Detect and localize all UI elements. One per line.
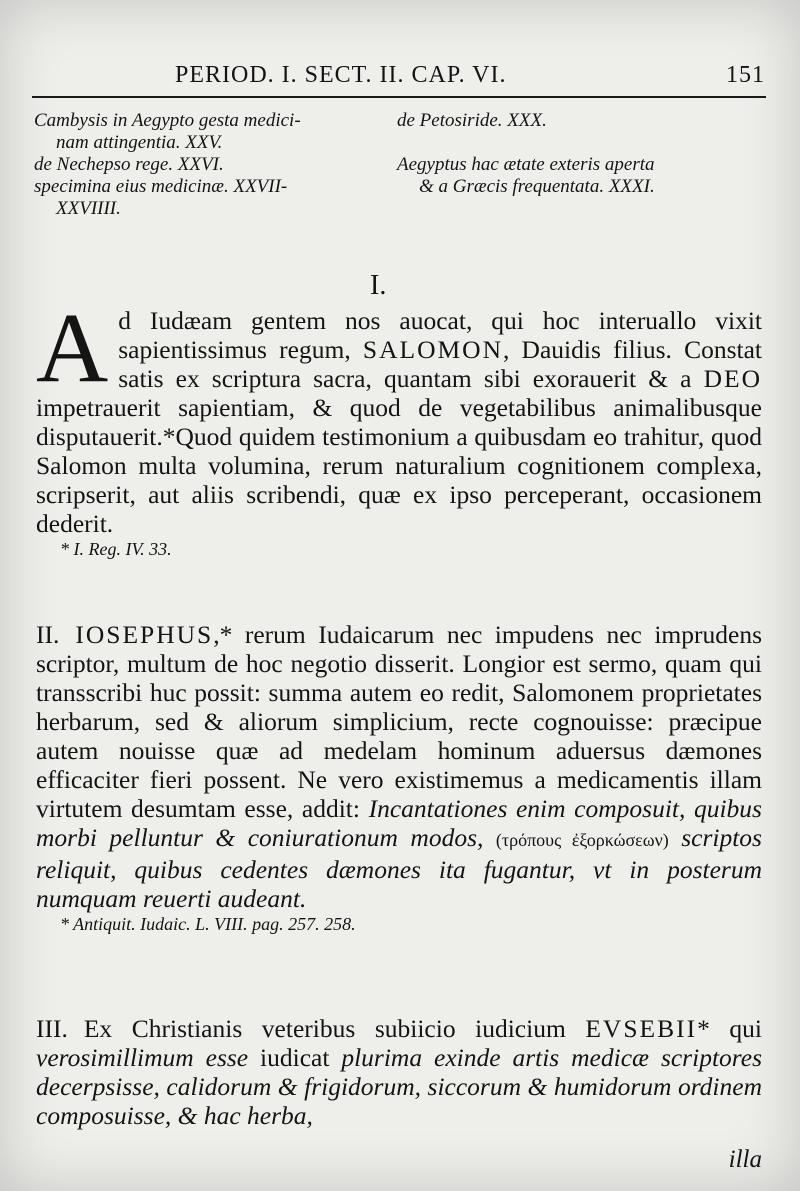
summary-item: & a Græcis frequentata. XXXI. xyxy=(419,176,655,197)
paragraph-1 xyxy=(36,292,762,560)
footnote: * I. Reg. IV. 33. xyxy=(60,539,172,559)
paragraph-text: Ex Christianis veteribus subiicio iudicium xyxy=(83,1014,586,1043)
running-title: PERIOD. I. SECT. II. CAP. VI. xyxy=(175,62,507,88)
drop-cap: A xyxy=(36,292,109,403)
paragraph-number: II. xyxy=(36,620,60,649)
summary-item: nam attingentia. XXV. xyxy=(56,132,223,153)
name-salomon: SALOMON xyxy=(362,335,503,364)
italic-quote: Incantationes enim composuit, quibus morbi pelluntur & coniurationum modos, xyxy=(36,794,762,852)
summary-item: de Petosiride. XXX. xyxy=(397,110,547,131)
summary-item: Cambysis in Aegypto gesta medici- xyxy=(34,110,301,131)
header-rule xyxy=(32,96,766,98)
name-deo: DEO xyxy=(703,364,762,393)
footnote: * Antiquit. Iudaic. L. VIII. pag. 257. 258. xyxy=(60,914,356,934)
page-number: 151 xyxy=(726,62,765,88)
italic-phrase: plurima exinde artis medicæ scriptores decerpsisse, calidorum & frigidorum, siccorum & humidorum ordinem composuisse, & hac herba, xyxy=(36,1043,762,1130)
summary-item: Aegyptus hac ætate exteris aperta xyxy=(397,154,655,175)
summary-item: de Nechepso rege. XXVI. xyxy=(34,154,224,175)
summary-left-column xyxy=(34,110,394,220)
paragraph-2 xyxy=(36,620,762,935)
italic-phrase: verosimillimum esse xyxy=(36,1043,249,1072)
summary-right-column xyxy=(397,110,769,198)
section-heading: I. xyxy=(370,270,387,301)
paragraph-text: iudicat xyxy=(248,1043,342,1072)
italic-quote: scriptos reliquit, quibus cedentes dæmones ita fugantur, vt in posterum numquam reuerti audeant. xyxy=(36,823,762,913)
greek-phrase: (τρόπους ἐξορκώσεων) xyxy=(495,830,669,850)
summary-item: specimina eius medicinæ. XXVII- xyxy=(34,176,288,197)
paragraph-text: ,* rerum Iudaicarum nec impudens nec imprudens scriptor, multum de hoc negotio disserit. Longior est sermo, quam qui transscribi huc possit: summa autem eo redit, Salomonem proprietates herbarum, sed & aliorum simplicium, recte cognouisse: præcipue autem nouisse quæ ad medelam hominum aduersus dæmones efficaciter fieri possent. Ne vero existimemus a medicamentis illam virtutem desumtam esse, addit: xyxy=(36,620,762,823)
name-iosephus: IOSEPHUS xyxy=(75,620,214,649)
summary-item: XXVIIII. xyxy=(56,198,121,219)
paragraph-text: , Dauidis filius. Constat satis ex scriptura sacra, quantam sibi exorauerit & a xyxy=(118,335,762,393)
paragraph-number: III. xyxy=(36,1014,68,1043)
running-header xyxy=(175,62,765,92)
catchword: illa xyxy=(728,1146,762,1173)
paragraph-text: d Iudæam gentem nos auocat, qui hoc interuallo vixit sapientissimus regum, xyxy=(118,306,762,364)
paragraph-text: * qui xyxy=(697,1014,762,1043)
paragraph-text: impetrauerit sapientiam, & quod de vegetabilibus animalibusque disputauerit.*Quod quidem testimonium a quibusdam eo trahitur, quod Salomon multa volumina, rerum naturalium cognitionem complexa, scripserit, aut aliis scribendi, quæ ex ipso perceperant, occasionem dederit. xyxy=(36,393,762,538)
paragraph-3 xyxy=(36,1014,762,1130)
name-eusebius: EVSEBII xyxy=(585,1014,698,1043)
